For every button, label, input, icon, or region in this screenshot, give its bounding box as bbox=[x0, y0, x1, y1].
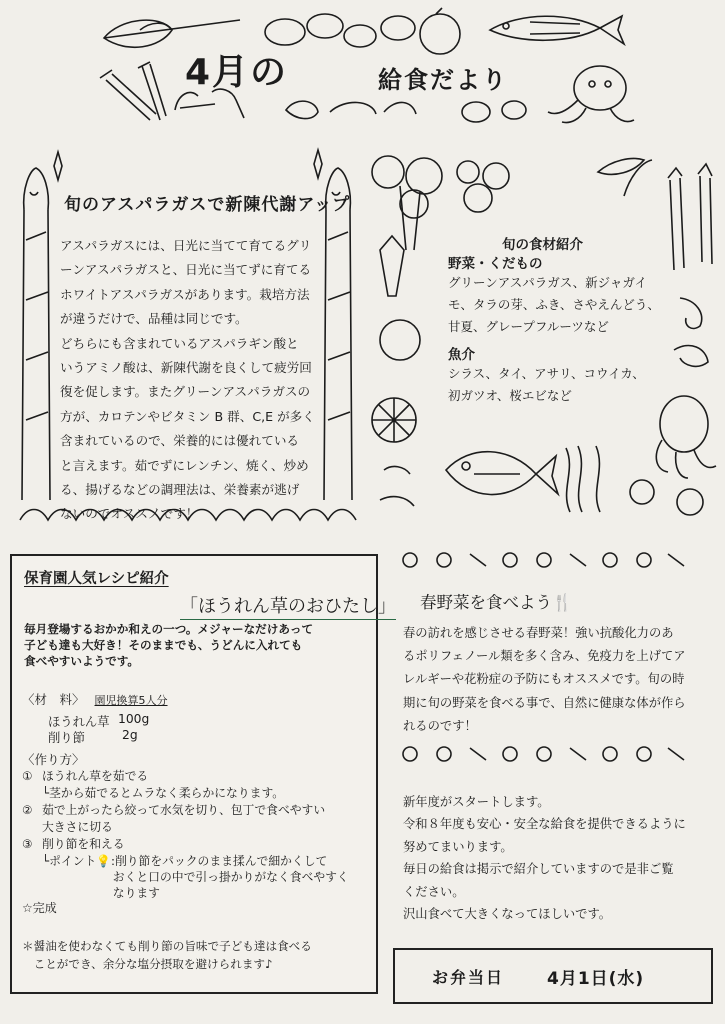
method-step: └ポイント💡:削り節をパックのまま揉んで細かくして bbox=[42, 854, 328, 868]
article-line: 方が、カロテンやビタミン B 群、C,E が多く bbox=[60, 408, 315, 424]
new-year-message bbox=[403, 791, 703, 925]
seafood-label: 魚介 bbox=[448, 347, 475, 363]
squid-right-illustration-icon bbox=[656, 396, 716, 478]
article-line: アスパラガスには、日光に当てて育てるグリ bbox=[60, 238, 312, 253]
spring-line: れるのです！ bbox=[403, 718, 477, 733]
ingredient-name: 削り節 bbox=[48, 731, 85, 745]
recipe-note-line: ＊醤油を使わなくても削り節の旨味で子ども達は食べる bbox=[22, 939, 312, 953]
method-step: おくと口の中で引っ掛かりがなく食べやすく bbox=[42, 870, 349, 884]
new-potato-illustration-icon bbox=[457, 161, 509, 212]
taranome-illustration-icon bbox=[380, 236, 404, 296]
method-step: ② 茹で上がったら絞って水気を切り、包丁で食べやすい bbox=[22, 803, 326, 817]
orange-illustration-icon bbox=[420, 8, 460, 54]
recipe-note-line: ことができ、余分な塩分摂取を避けられます♪ bbox=[22, 957, 273, 971]
seafood-line: シラス、タイ、アサリ、コウイカ、 bbox=[448, 366, 645, 381]
spring-line: レルギーや花粉症の予防にもオススメです。旬の時 bbox=[403, 672, 685, 687]
article-line: 含まれているので、栄養的には優れている bbox=[60, 433, 300, 449]
ingredient-amount: 100g bbox=[118, 712, 150, 726]
step-number: ① bbox=[22, 769, 33, 783]
ingredients-heading bbox=[22, 690, 168, 708]
method-step: └茎から茹でるとムラなく柔らかになります。 bbox=[42, 786, 285, 800]
fish-illustration-icon bbox=[490, 16, 624, 44]
vegetable-garland-bottom-icon bbox=[403, 747, 684, 761]
article-line: と言えます。茹でずにレンチン、焼く、炒め bbox=[60, 457, 309, 473]
recipe-intro-line: 食べやすいようです。 bbox=[24, 654, 140, 668]
shrimp-illustration-icon bbox=[286, 101, 526, 122]
recipe-intro-line: 子ども達も大好き！そのままでも、うどんに入れても bbox=[24, 638, 303, 652]
potato-illustration-icon bbox=[265, 14, 415, 47]
article-line: る、揚げるなどの調理法は、栄養素が逃げ bbox=[60, 482, 300, 498]
squid-illustration-icon bbox=[548, 66, 634, 122]
spring-line: るポリフェノール類を多く含み、免疫力を上げてア bbox=[403, 649, 686, 664]
article-line: ホワイトアスパラガスがあります。栽培方法 bbox=[60, 286, 310, 302]
seafood-line: 初ガツオ、桜エビなど bbox=[448, 388, 572, 403]
white-asparagus-left-icon bbox=[22, 168, 50, 500]
seasonal-title: 旬の食材紹介 bbox=[502, 237, 583, 253]
bento-day-date: 4月1日(水) bbox=[547, 969, 645, 989]
vegetables-line: モ、タラの芽、ふき、さやえんどう、 bbox=[448, 297, 660, 312]
article-line: が違うだけで、品種は同じです。 bbox=[60, 311, 248, 327]
bento-day-label: お弁当日 bbox=[432, 968, 505, 987]
page-title: 4月の bbox=[185, 52, 289, 93]
message-line: 新年度がスタートします。 bbox=[403, 795, 550, 809]
method-heading: 〈作り方〉 bbox=[22, 752, 85, 767]
butterbur-illustration-icon bbox=[372, 156, 442, 250]
message-line: 令和８年度も安心・安全な給食を提供できるように bbox=[403, 817, 686, 832]
message-line: 努めてまいります。 bbox=[403, 839, 513, 854]
page-subtitle: 給食だより bbox=[378, 66, 508, 94]
article-line: 復を促します。またグリーンアスパラガスの bbox=[60, 384, 311, 400]
article-line: いうアミノ酸は、新陳代謝を良くして疲労回 bbox=[60, 360, 312, 376]
recipe-intro bbox=[24, 621, 364, 669]
step-number: ③ bbox=[22, 837, 33, 851]
method-step: ① ほうれん草を茹でる bbox=[22, 769, 149, 783]
ingredients-basis: 園児換算5人分 bbox=[94, 694, 168, 707]
sparkle-icon bbox=[314, 150, 322, 178]
green-asparagus-illustration-icon bbox=[668, 164, 712, 270]
sea-bream-illustration-icon bbox=[446, 452, 558, 495]
white-asparagus-right-icon bbox=[324, 168, 352, 500]
seafood-list bbox=[448, 363, 693, 407]
article-line: ーンアスパラガスと、日光に当てずに育てる bbox=[60, 262, 312, 278]
ingredient-name: ほうれん草 bbox=[48, 715, 110, 729]
ingredients-label: 〈材 料〉 bbox=[22, 692, 85, 707]
recipe-note bbox=[22, 937, 367, 973]
vegetables-line: 甘夏、グレープフルーツなど bbox=[448, 319, 609, 334]
message-line: 毎日の給食は掲示で紹介していますので是非ご覧 bbox=[403, 862, 674, 877]
method-step: なります bbox=[42, 886, 160, 900]
ingredient-amount: 2g bbox=[122, 728, 138, 742]
snow-pea-illustration-icon bbox=[598, 159, 652, 197]
vegetables-label: 野菜・くだもの bbox=[448, 256, 543, 272]
grapefruit-illustration-icon bbox=[372, 320, 420, 442]
vegetables-list bbox=[448, 272, 693, 338]
method-step: 大きさに切る bbox=[42, 820, 113, 834]
spring-vegetables-body bbox=[403, 622, 703, 738]
step-number: ② bbox=[22, 803, 33, 817]
article-line: ないのでオススメです！ bbox=[60, 506, 199, 522]
seaweed-illustration-icon bbox=[566, 446, 600, 512]
asparagus-article-body bbox=[60, 234, 322, 527]
sparkle-icon bbox=[54, 152, 62, 180]
clam-illustration-icon bbox=[630, 480, 703, 515]
recipe-name: 「ほうれん草のおひたし」 bbox=[180, 592, 396, 620]
vegetables-line: グリーンアスパラガス、新ジャガイ bbox=[448, 275, 648, 290]
message-line: ください。 bbox=[403, 884, 465, 899]
asparagus-article-title: 旬のアスパラガスで新陳代謝アップ bbox=[64, 195, 351, 215]
spring-line: 期に旬の野菜を食べる事で、自然に健康な体が作ら bbox=[403, 695, 686, 710]
recipe-done: ☆完成 bbox=[22, 901, 57, 915]
asparagus-illustration-icon bbox=[100, 62, 166, 120]
message-line: 沢山食べて大きくなってほしいです。 bbox=[403, 907, 612, 922]
spring-line: 春の訪れを感じさせる春野菜！強い抗酸化力のあ bbox=[403, 626, 674, 640]
recipe-heading: 保育園人気レシピ紹介 bbox=[24, 571, 169, 587]
article-line: どちらにも含まれているアスパラギン酸と bbox=[60, 335, 299, 351]
recipe-intro-line: 毎月登場するおかか和えの一つ。メジャーなだけあって bbox=[24, 622, 314, 636]
vegetable-garland-top-icon bbox=[403, 553, 684, 567]
spring-vegetables-title: 春野菜を食べよう🍴 bbox=[420, 593, 573, 612]
method-step: ③ 削り節を和える bbox=[22, 837, 125, 851]
fava-bean-illustration-icon bbox=[380, 467, 414, 506]
